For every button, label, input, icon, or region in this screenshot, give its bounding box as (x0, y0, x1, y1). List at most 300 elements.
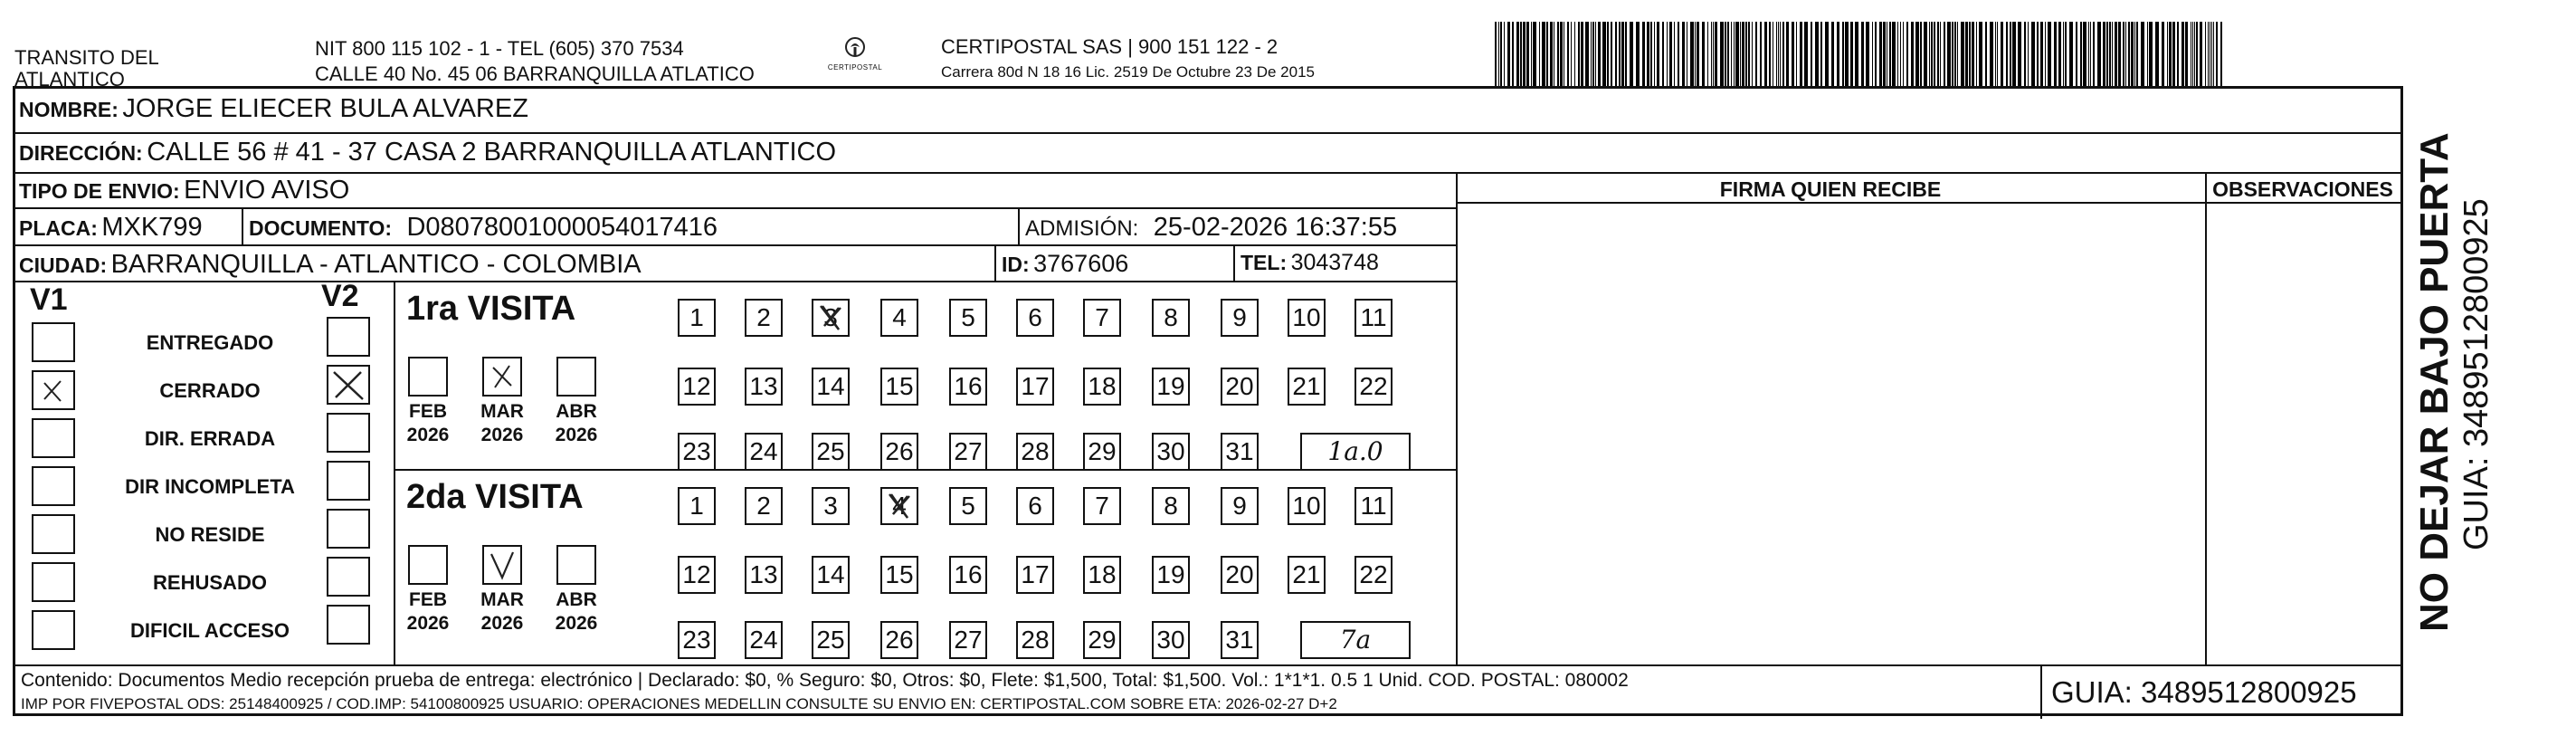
barcode-bar (1678, 22, 1679, 87)
address-line: CALLE 40 No. 45 06 BARRANQUILLA ATLATICO (315, 62, 755, 85)
day-number: 26 (885, 437, 914, 465)
barcode-bar (2192, 22, 2193, 87)
barcode-bar (1567, 22, 1569, 87)
v2-checkbox[interactable] (327, 461, 370, 501)
barcode-bar (1516, 22, 1519, 87)
v2-checkbox[interactable] (327, 365, 370, 405)
barcode-bar (1889, 22, 1891, 87)
day-number: 27 (954, 626, 983, 654)
barcode-bar (1619, 22, 1621, 87)
month-label (475, 400, 529, 447)
barcode-bar (1650, 22, 1652, 87)
barcode-bar (2131, 22, 2134, 87)
day-number: 28 (1021, 437, 1050, 465)
day-box[interactable] (1083, 433, 1121, 471)
day-box[interactable] (745, 368, 783, 406)
barcode-bar (2196, 22, 2198, 87)
v1-checkbox[interactable] (32, 418, 75, 458)
day-number: 15 (885, 372, 914, 400)
delivery-form (13, 86, 2403, 716)
barcode-bar (1740, 22, 1741, 87)
day-box[interactable] (745, 556, 783, 594)
v1-checkbox[interactable] (32, 322, 75, 362)
barcode-bar (1602, 22, 1606, 87)
day-box[interactable] (1152, 299, 1190, 337)
admision-cell (1025, 213, 1397, 243)
day-box[interactable] (949, 299, 987, 337)
day-number: 3 (823, 492, 838, 520)
barcode-bar (2031, 22, 2035, 87)
day-number: 24 (749, 437, 778, 465)
nit-line: NIT 800 115 102 - 1 - TEL (605) 370 7534 (315, 37, 684, 60)
month-checkbox[interactable] (556, 357, 596, 397)
day-number: 20 (1225, 560, 1254, 588)
day-box[interactable] (1083, 299, 1121, 337)
admision-value: 25-02-2026 16:37:55 (1153, 213, 1398, 242)
barcode-bar (1755, 22, 1757, 87)
barcode-bar (1954, 22, 1956, 87)
day-number: 4 (892, 492, 907, 520)
barcode-bar (2093, 22, 2095, 87)
day-box[interactable] (1288, 368, 1326, 406)
barcode-bar (1782, 22, 1784, 87)
barcode-bar (1796, 22, 1797, 87)
day-box[interactable] (745, 433, 783, 471)
barcode-bar (1615, 22, 1617, 87)
day-box[interactable] (678, 368, 716, 406)
day-number: 8 (1164, 303, 1178, 331)
barcode-bar (2213, 22, 2214, 87)
barcode-bar (1674, 22, 1675, 87)
barcode-bar (2069, 22, 2073, 87)
barcode-bar (1866, 22, 1869, 87)
day-number: 1 (689, 303, 704, 331)
barcode-bar (1647, 22, 1649, 87)
barcode-bar (1542, 22, 1545, 87)
day-number: 23 (682, 626, 711, 654)
barcode-bar (2136, 22, 2138, 87)
barcode-bar (2045, 22, 2046, 87)
day-box[interactable] (1083, 621, 1121, 659)
month-checkbox[interactable] (408, 545, 448, 585)
day-box[interactable] (1152, 368, 1190, 406)
day-number: 13 (749, 372, 778, 400)
barcode-bar (1855, 22, 1858, 87)
barcode-bar (1944, 22, 1945, 87)
day-box[interactable] (812, 433, 850, 471)
day-number: 29 (1088, 626, 1117, 654)
day-box[interactable] (880, 299, 918, 337)
day-number: 16 (954, 560, 983, 588)
v1-checkbox[interactable] (32, 370, 75, 410)
courier-line: CERTIPOSTAL SAS | 900 151 122 - 2 (941, 35, 1278, 58)
placa-value: MXK799 (101, 213, 203, 242)
barcode-bar (1842, 22, 1844, 87)
barcode-bar (1546, 22, 1548, 87)
day-box[interactable] (880, 487, 918, 525)
issuer-line-2: ATLANTICO (14, 68, 125, 91)
month-name: MAR (480, 589, 524, 610)
barcode-bar (2149, 22, 2153, 87)
day-number: 5 (961, 303, 975, 331)
day-box[interactable] (678, 487, 716, 525)
barcode-bar (1557, 22, 1559, 87)
day-box[interactable] (880, 433, 918, 471)
day-box[interactable] (949, 433, 987, 471)
barcode-bar (2134, 22, 2135, 87)
barcode-bar (2172, 22, 2175, 87)
visit-title: 1ra VISITA (406, 290, 576, 328)
day-box[interactable] (812, 487, 850, 525)
v2-checkbox[interactable] (327, 413, 370, 453)
barcode-bar (1742, 22, 1744, 87)
barcode-bar (1892, 22, 1896, 87)
month-label (549, 588, 604, 636)
day-box[interactable] (1083, 487, 1121, 525)
barcode-bar (1850, 22, 1853, 87)
tipo-envio-row (19, 176, 349, 205)
day-number: 2 (756, 492, 771, 520)
guia-box: GUIA: 3489512800925 (2051, 675, 2357, 709)
day-number: 21 (1292, 560, 1321, 588)
day-box[interactable] (812, 556, 850, 594)
month-name: ABR (556, 589, 597, 610)
status-label: DIR INCOMPLETA (125, 475, 295, 498)
day-number: 14 (816, 560, 845, 588)
day-box[interactable] (1016, 621, 1054, 659)
day-box[interactable] (812, 368, 850, 406)
barcode-bar (1507, 22, 1510, 87)
day-number: 8 (1164, 492, 1178, 520)
day-number: 20 (1225, 372, 1254, 400)
month-name: FEB (409, 589, 447, 610)
day-number: 18 (1088, 372, 1117, 400)
barcode-bar (1915, 22, 1919, 87)
day-number: 31 (1225, 437, 1254, 465)
day-box[interactable] (1152, 621, 1190, 659)
v2-label: V2 (321, 279, 359, 313)
barcode-bar (1533, 22, 1536, 87)
barcode-bar (1667, 22, 1668, 87)
tel-cell (1240, 250, 1379, 276)
barcode-bar (1961, 22, 1964, 87)
barcode-bar (1657, 22, 1659, 87)
month-name: ABR (556, 401, 597, 422)
day-box[interactable] (1016, 368, 1054, 406)
day-number: 11 (1360, 492, 1387, 520)
barcode-bar (1571, 22, 1572, 87)
barcode-bar (1727, 22, 1729, 87)
day-box[interactable] (745, 487, 783, 525)
direccion-value: CALLE 56 # 41 - 37 CASA 2 BARRANQUILLA ATLANTICO (147, 138, 837, 167)
barcode-bar (2037, 22, 2039, 87)
v2-checkbox[interactable] (327, 509, 370, 549)
barcode-bar (1581, 22, 1583, 87)
barcode-bar (2012, 22, 2016, 87)
barcode-bar (1872, 22, 1873, 87)
certipostal-logo (825, 36, 885, 81)
nombre-label: NOMBRE: (19, 98, 119, 121)
visit-title: 2da VISITA (406, 478, 584, 516)
issuer-name (14, 47, 159, 91)
day-box[interactable] (678, 556, 716, 594)
barcode-bar (1883, 22, 1886, 87)
imp-line: IMP POR FIVEPOSTAL ODS: 25148400925 / COD.IMP: 54100800925 USUARIO: OPERACIONES MEDELLIN CONSULTE SU ENVIO EN: CERTIPOSTAL.COM SOBRE ETA: 2026-02-27 D+2 (21, 695, 1337, 712)
barcode-bar (2080, 22, 2082, 87)
day-number: 12 (682, 560, 711, 588)
id-cell (1002, 250, 1128, 278)
day-box[interactable] (1221, 299, 1259, 337)
barcode-bar (1504, 22, 1505, 87)
barcode-bar (2167, 22, 2168, 87)
day-box[interactable] (1152, 433, 1190, 471)
day-number: 2 (756, 303, 771, 331)
day-box[interactable] (880, 621, 918, 659)
barcode-bar (2200, 22, 2202, 87)
v2-checkbox[interactable] (327, 317, 370, 357)
day-number: 27 (954, 437, 983, 465)
month-checkbox[interactable] (408, 357, 448, 397)
day-box[interactable] (1288, 556, 1326, 594)
barcode-bar (1897, 22, 1898, 87)
day-box[interactable] (1083, 368, 1121, 406)
id-label: ID: (1002, 253, 1030, 276)
barcode-bar (2058, 22, 2061, 87)
ciudad-value: BARRANQUILLA - ATLANTICO - COLOMBIA (110, 250, 642, 279)
barcode-bar (1990, 22, 1993, 87)
barcode-bar (1804, 22, 1808, 87)
month-name: MAR (480, 401, 524, 422)
barcode-bar (1500, 22, 1502, 87)
barcode-bar (1682, 22, 1685, 87)
barcode-bar (1780, 22, 1781, 87)
barcode-bar (2065, 22, 2067, 87)
day-box[interactable] (1016, 299, 1054, 337)
barcode-bar (1526, 22, 1529, 87)
month-year: 2026 (555, 613, 598, 634)
month-label (549, 400, 604, 447)
day-number: 17 (1021, 560, 1050, 588)
status-label: DIFICIL ACCESO (129, 619, 290, 642)
barcode-bar (1952, 22, 1953, 87)
month-label (401, 588, 455, 636)
nombre-value: JORGE ELIECER BULA ALVAREZ (122, 94, 528, 123)
day-number: 9 (1232, 303, 1247, 331)
day-box[interactable] (1221, 621, 1259, 659)
month-checkbox[interactable] (482, 545, 522, 585)
barcode-bar (1924, 22, 1927, 87)
day-number: 5 (961, 492, 975, 520)
barcode-bar (1769, 22, 1771, 87)
day-number: 19 (1156, 372, 1185, 400)
v1-checkbox[interactable] (32, 514, 75, 554)
day-number: 17 (1021, 372, 1050, 400)
barcode-bar (2088, 22, 2089, 87)
day-box[interactable] (1221, 487, 1259, 525)
barcode-bar (1979, 22, 1982, 87)
day-box[interactable] (812, 299, 850, 337)
barcode-bar (1731, 22, 1732, 87)
barcode-bar (1654, 22, 1655, 87)
status-label: CERRADO (159, 379, 261, 402)
barcode-bar (1512, 22, 1514, 87)
hour-note-box[interactable]: 7a (1300, 621, 1411, 659)
license-line: Carrera 80d N 18 16 Lic. 2519 De Octubre 23 De 2015 (941, 63, 1315, 81)
day-box[interactable] (745, 621, 783, 659)
barcode-bar (2123, 22, 2124, 87)
barcode-bar (1625, 22, 1627, 87)
hour-note-box[interactable]: 1a.0 (1300, 433, 1411, 471)
v1-checkbox[interactable] (32, 610, 75, 650)
check-mark-icon (33, 372, 73, 408)
check-mark-icon (328, 367, 368, 403)
courier-info (941, 36, 1315, 81)
issuer-contact (315, 38, 755, 85)
day-box[interactable] (880, 556, 918, 594)
barcode-bar (2169, 22, 2172, 87)
day-box[interactable] (1221, 433, 1259, 471)
day-number: 11 (1360, 303, 1387, 331)
barcode-bar (1595, 22, 1596, 87)
day-box[interactable] (1221, 556, 1259, 594)
v2-checkbox[interactable] (327, 605, 370, 645)
day-number: 12 (682, 372, 711, 400)
barcode-bar (1591, 22, 1592, 87)
barcode-bar (1995, 22, 1996, 87)
barcode-bar (1695, 22, 1696, 87)
day-number: 22 (1359, 560, 1388, 588)
barcode-bar (1592, 22, 1594, 87)
day-number: 30 (1156, 437, 1185, 465)
day-number: 6 (1028, 303, 1042, 331)
day-box[interactable] (1288, 299, 1326, 337)
barcode-bar (1574, 22, 1575, 87)
barcode-bar (1621, 22, 1624, 87)
documento-value: D08078001000054017416 (406, 213, 718, 242)
day-number: 6 (1028, 492, 1042, 520)
month-label (401, 400, 455, 447)
barcode-bar (2125, 22, 2126, 87)
day-box[interactable] (1083, 556, 1121, 594)
issuer-line-1: TRANSITO DEL (14, 46, 159, 69)
day-number: 14 (816, 372, 845, 400)
day-box[interactable] (949, 621, 987, 659)
day-box[interactable] (1355, 299, 1393, 337)
day-box[interactable] (949, 368, 987, 406)
month-checkbox[interactable] (482, 357, 522, 397)
v2-checkbox[interactable] (327, 557, 370, 597)
barcode-bar (1911, 22, 1914, 87)
day-number: 7 (1095, 303, 1109, 331)
barcode-bar (2216, 22, 2218, 87)
day-box[interactable] (812, 621, 850, 659)
day-box[interactable] (745, 299, 783, 337)
barcode-bar (1760, 22, 1762, 87)
barcode-bar (1715, 22, 1717, 87)
day-number: 26 (885, 626, 914, 654)
month-checkbox[interactable] (556, 545, 596, 585)
day-box[interactable] (949, 556, 987, 594)
ciudad-cell (19, 250, 642, 280)
day-box[interactable] (1355, 368, 1393, 406)
barcode-bar (2118, 22, 2121, 87)
barcode-bar (2220, 22, 2222, 87)
day-box[interactable] (678, 299, 716, 337)
day-number: 31 (1225, 626, 1254, 654)
day-box[interactable] (678, 433, 716, 471)
barcode-bar (2141, 22, 2144, 87)
day-box[interactable] (880, 368, 918, 406)
barcode-bar (1550, 22, 1553, 87)
tel-label: TEL: (1240, 251, 1288, 274)
day-box[interactable] (1221, 368, 1259, 406)
barcode-bar (2090, 22, 2091, 87)
certipostal-logo-icon (842, 36, 868, 60)
barcode-bar (1778, 22, 1779, 87)
day-box[interactable] (1355, 556, 1393, 594)
day-number: 22 (1359, 372, 1388, 400)
barcode-bar (1630, 22, 1633, 87)
barcode-bar (1931, 22, 1933, 87)
barcode (1495, 22, 2226, 87)
day-box[interactable] (1152, 487, 1190, 525)
barcode-bar (2162, 22, 2164, 87)
day-box[interactable] (1355, 487, 1393, 525)
documento-label: DOCUMENTO: (249, 216, 393, 240)
v1-checkbox[interactable] (32, 562, 75, 602)
barcode-bar (1997, 22, 1998, 87)
firma-label: FIRMA QUIEN RECIBE (1719, 177, 1942, 201)
barcode-bar (1734, 22, 1735, 87)
day-box[interactable] (1152, 556, 1190, 594)
barcode-bar (2182, 22, 2184, 87)
barcode-bar (1937, 22, 1939, 87)
logo-caption: CERTIPOSTAL (827, 63, 883, 72)
barcode-bar (1752, 22, 1753, 87)
barcode-bar (1531, 22, 1532, 87)
barcode-bar (2112, 22, 2113, 87)
barcode-bar (2097, 22, 2101, 87)
day-box[interactable] (1016, 433, 1054, 471)
barcode-bar (2103, 22, 2105, 87)
barcode-bar (1642, 22, 1645, 87)
month-year: 2026 (480, 425, 524, 445)
day-box[interactable] (678, 621, 716, 659)
barcode-bar (1523, 22, 1526, 87)
day-box[interactable] (1288, 487, 1326, 525)
barcode-bar (1837, 22, 1839, 87)
placa-label: PLACA: (19, 216, 98, 240)
day-number: 4 (892, 303, 907, 331)
barcode-bar (1725, 22, 1726, 87)
barcode-bar (1969, 22, 1971, 87)
barcode-bar (1764, 22, 1767, 87)
barcode-bar (1985, 22, 1987, 87)
barcode-bar (1820, 22, 1822, 87)
barcode-bar (1920, 22, 1922, 87)
barcode-bar (2024, 22, 2026, 87)
day-box[interactable] (1016, 556, 1054, 594)
day-box[interactable] (949, 487, 987, 525)
day-box[interactable] (1016, 487, 1054, 525)
barcode-bar (2028, 22, 2029, 87)
barcode-bar (1720, 22, 1724, 87)
barcode-bar (2006, 22, 2008, 87)
tipo-envio-value: ENVIO AVISO (184, 176, 350, 205)
v1-checkbox[interactable] (32, 466, 75, 506)
barcode-bar (1585, 22, 1589, 87)
side-warning: NO DEJAR BAJO PUERTA (2412, 132, 2457, 632)
